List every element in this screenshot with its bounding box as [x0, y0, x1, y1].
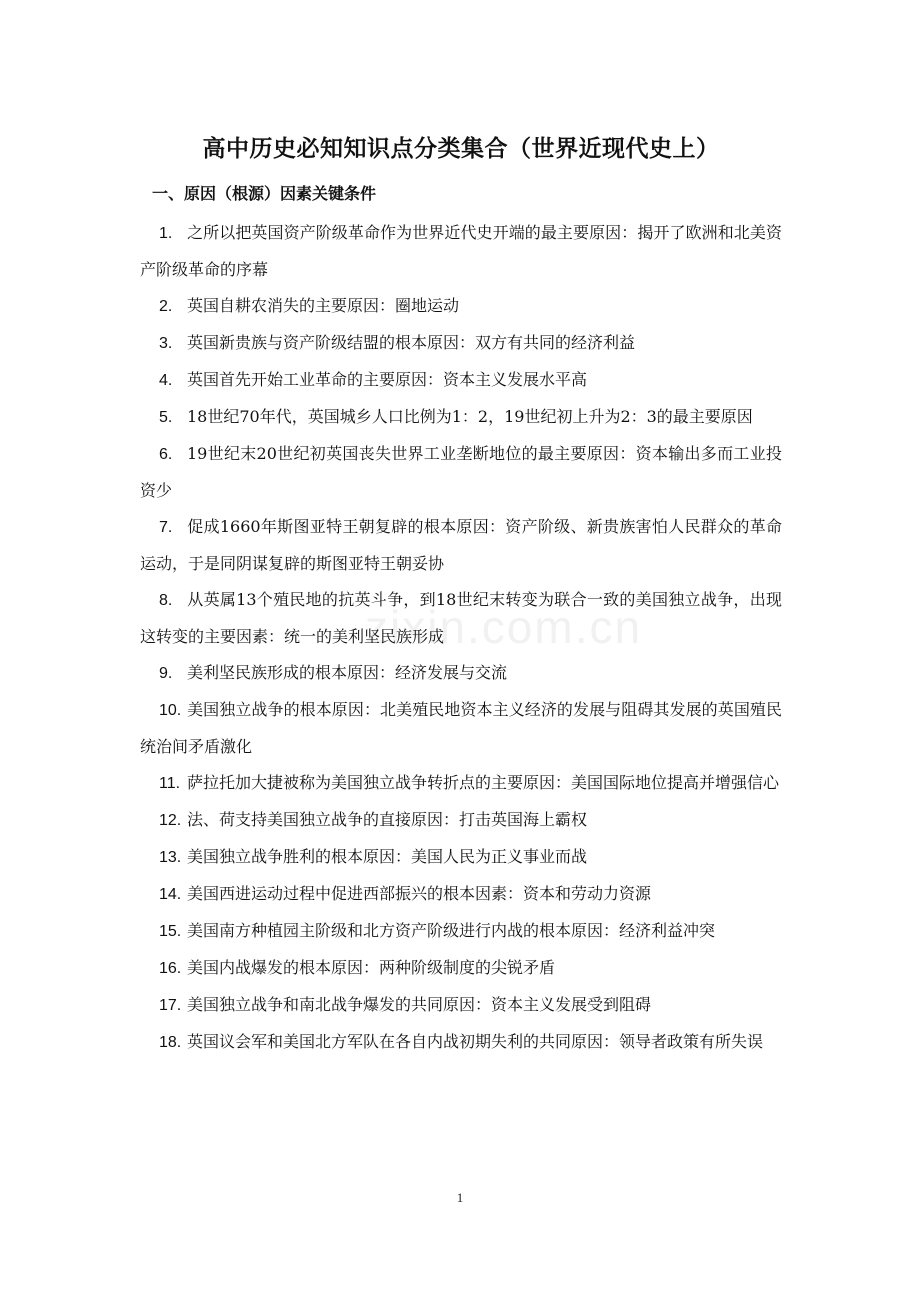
list-item: [140, 987, 782, 1024]
list-item: [140, 802, 782, 839]
list-item: [140, 1024, 782, 1061]
item-text: 英国新贵族与资产阶级结盟的根本原因：双方有共同的经济利益: [187, 333, 636, 352]
item-text: 促成1660年斯图亚特王朝复辟的根本原因：资产阶级、新贵族害怕人民群众的革命运动，于是同阴谋复辟的斯图亚特王朝妥协: [140, 517, 782, 573]
list-item: [140, 582, 782, 655]
item-text: 萨拉托加大捷被称为美国独立战争转折点的主要原因：美国国际地位提高并增强信心: [187, 773, 780, 792]
list-item: [140, 215, 782, 288]
item-number: 8.: [159, 592, 173, 609]
section-heading: 一、原因（根源）因素关键条件: [152, 184, 377, 203]
item-text: 英国首先开始工业革命的主要原因：资本主义发展水平高: [187, 370, 588, 389]
list-item: [140, 325, 782, 362]
item-text: 法、荷支持美国独立战争的直接原因：打击英国海上霸权: [187, 810, 588, 829]
item-number: 14.: [159, 886, 182, 903]
list-item: [140, 655, 782, 692]
list-item: [140, 692, 782, 765]
watermark-text: zixin.com.cn: [365, 601, 643, 653]
item-text: 美国南方种植园主阶级和北方资产阶级进行内战的根本原因：经济利益冲突: [187, 921, 716, 940]
item-text: 美国内战爆发的根本原因：两种阶级制度的尖锐矛盾: [187, 958, 556, 977]
item-text: 从英属13个殖民地的抗英斗争，到18世纪末转变为联合一致的美国独立战争，出现这转变的主要因素：统一的美利坚民族形成: [140, 590, 782, 646]
item-text: 英国议会军和美国北方军队在各自内战初期失利的共同原因：领导者政策有所失误: [187, 1032, 764, 1051]
item-number: 17.: [159, 997, 182, 1014]
item-text: 18世纪70年代，英国城乡人口比例为1：2，19世纪初上升为2：3的最主要原因: [187, 407, 753, 426]
item-number: 2.: [159, 298, 173, 315]
item-text: 美国独立战争的根本原因：北美殖民地资本主义经济的发展与阻碍其发展的英国殖民统治间矛盾激化: [140, 700, 782, 756]
list-item: [140, 509, 782, 582]
item-text: 美国西进运动过程中促进西部振兴的根本因素：资本和劳动力资源: [187, 884, 652, 903]
item-number: 12.: [159, 812, 182, 829]
item-number: 15.: [159, 923, 182, 940]
page-number: 1: [456, 1190, 464, 1205]
item-number: 16.: [159, 960, 182, 977]
list-item: [140, 950, 782, 987]
item-text: 美利坚民族形成的根本原因：经济发展与交流: [187, 663, 508, 682]
item-number: 7.: [159, 519, 173, 536]
list-item: [140, 876, 782, 913]
item-number: 3.: [159, 335, 173, 352]
list-item: [140, 399, 782, 436]
item-number: 11.: [159, 775, 181, 792]
item-text: 美国独立战争胜利的根本原因：美国人民为正义事业而战: [187, 847, 588, 866]
item-number: 9.: [159, 665, 173, 682]
item-text: 英国自耕农消失的主要原因：圈地运动: [187, 296, 460, 315]
item-text: 之所以把英国资产阶级革命作为世界近代史开端的最主要原因：揭开了欧洲和北美资产阶级革命的序幕: [140, 223, 782, 279]
item-list: [140, 215, 782, 1061]
item-number: 10.: [159, 702, 182, 719]
item-number: 4.: [159, 372, 173, 389]
list-item: [140, 362, 782, 399]
list-item: [140, 436, 782, 509]
item-number: 1.: [159, 225, 173, 242]
document-title: 高中历史必知知识点分类集合（世界近现代史上）: [202, 136, 720, 162]
list-item: [140, 765, 782, 802]
item-number: 18.: [159, 1034, 182, 1051]
item-number: 13.: [159, 849, 182, 866]
item-text: 美国独立战争和南北战争爆发的共同原因：资本主义发展受到阻碍: [187, 995, 652, 1014]
item-number: 6.: [159, 446, 173, 463]
list-item: [140, 913, 782, 950]
list-item: [140, 288, 782, 325]
item-number: 5.: [159, 409, 173, 426]
item-text: 19世纪末20世纪初英国丧失世界工业垄断地位的最主要原因：资本输出多而工业投资少: [140, 444, 782, 500]
list-item: [140, 839, 782, 876]
